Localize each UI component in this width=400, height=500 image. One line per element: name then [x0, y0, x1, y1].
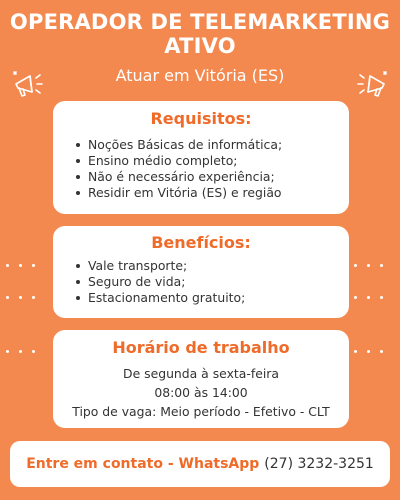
- decorative-dots: [354, 264, 393, 267]
- beneficios-card: [53, 226, 349, 318]
- horario-type: Tipo de vaga: Meio período - Efetivo - CLT: [72, 404, 330, 419]
- page-title-line1: OPERADOR DE TELEMARKETING: [9, 10, 391, 34]
- megaphone-icon: [354, 66, 390, 102]
- requisitos-heading: Requisitos:: [150, 109, 252, 128]
- horario-card: [53, 330, 349, 428]
- beneficios-list: [53, 258, 349, 306]
- contact-banner: [10, 441, 390, 487]
- requisitos-list: [53, 137, 349, 201]
- list-item: Residir em Vitória (ES) e região: [76, 185, 349, 201]
- list-item: Vale transporte;: [76, 258, 349, 274]
- page-title: [0, 10, 400, 58]
- list-item: Estacionamento gratuito;: [76, 290, 349, 306]
- list-item: Noções Básicas de informática;: [76, 137, 349, 153]
- decorative-dots: [354, 350, 393, 353]
- page-subtitle: Atuar em Vitória (ES): [115, 66, 285, 85]
- decorative-dots: [6, 264, 45, 267]
- horario-hours: 08:00 às 14:00: [154, 385, 248, 400]
- decorative-dots: [6, 296, 45, 299]
- list-item: Não é necessário experiência;: [76, 169, 349, 185]
- horario-heading: Horário de trabalho: [112, 338, 290, 357]
- beneficios-heading: Benefícios:: [151, 233, 251, 252]
- contact-cta: Entre em contato - WhatsApp: [26, 456, 260, 472]
- megaphone-icon: [10, 66, 46, 102]
- horario-days: De segunda à sexta-feira: [123, 366, 279, 381]
- decorative-dots: [354, 296, 393, 299]
- contact-phone[interactable]: (27) 3232-3251: [264, 456, 374, 472]
- list-item: Seguro de vida;: [76, 274, 349, 290]
- page-title-line2: ATIVO: [164, 34, 236, 58]
- list-item: Ensino médio completo;: [76, 153, 349, 169]
- decorative-dots: [6, 350, 45, 353]
- requisitos-card: [53, 101, 349, 214]
